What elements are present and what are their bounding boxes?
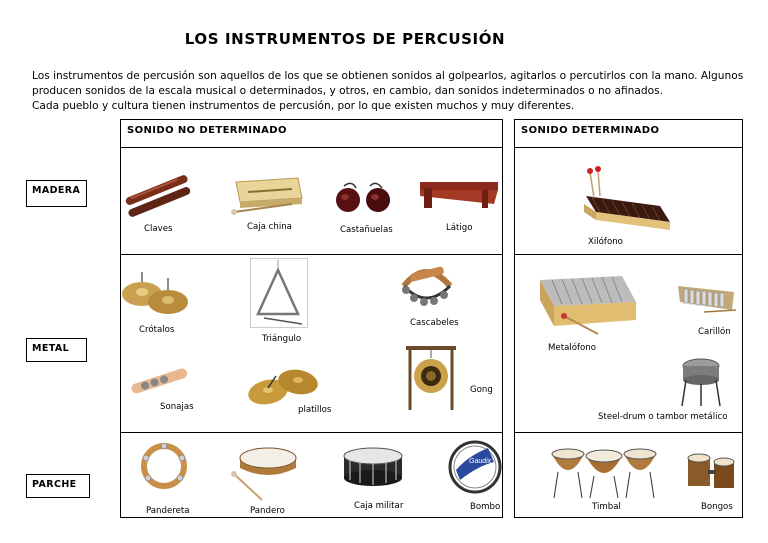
xilofono-image — [576, 166, 676, 238]
gong-label: Gong — [470, 385, 493, 395]
timbal-label: Timbal — [592, 502, 621, 512]
divider — [120, 254, 503, 255]
steel-drum-image — [680, 356, 722, 408]
steel-drum-label: Steel-drum o tambor metálico — [598, 412, 728, 422]
sonajas-image — [128, 362, 190, 398]
metalofono-label: Metalófono — [548, 343, 596, 353]
divider — [514, 254, 743, 255]
divider — [514, 432, 743, 433]
row-label-metal: METAL — [26, 338, 87, 362]
intro-line-2: producen sonidos de la escala musical o determinados, y otros, en cambio, dan sonidos indeterminados o no afinados. — [32, 85, 663, 97]
castanuelas-image — [330, 178, 396, 216]
divider — [514, 147, 743, 148]
carillon-image — [674, 280, 740, 318]
bongos-image — [684, 452, 738, 494]
caja-china-label: Caja china — [247, 222, 292, 232]
divider — [120, 432, 503, 433]
xilofono-label: Xilófono — [588, 237, 623, 247]
gong-image — [404, 344, 458, 412]
intro-line-1: Los instrumentos de percusión son aquellos de los que se obtienen sonidos al golpearlos, agitarlos o percutirlos con la mano. Algunos — [32, 70, 744, 82]
claves-label: Claves — [144, 224, 173, 234]
platillos-image — [246, 364, 320, 408]
platillos-label: platillos — [298, 405, 332, 415]
caja-china-image — [228, 174, 308, 216]
row-label-skin: PARCHE — [26, 474, 90, 498]
pandereta-label: Pandereta — [146, 506, 190, 516]
caja-militar-image — [340, 446, 406, 488]
sonajas-label: Sonajas — [160, 402, 194, 412]
crotalos-image — [120, 268, 192, 320]
divider — [120, 147, 503, 148]
triangulo-image — [250, 258, 308, 328]
bombo-image — [448, 440, 502, 494]
page-title: LOS INSTRUMENTOS DE PERCUSIÓN — [184, 30, 506, 48]
crotalos-label: Crótalos — [139, 325, 175, 335]
bombo-logo: Gaudix — [469, 458, 492, 465]
metalofono-image — [536, 268, 640, 338]
timbal-image — [548, 446, 660, 500]
pandero-image — [228, 444, 300, 504]
intro-line-3: Cada pueblo y cultura tienen instrumentos de percusión, por lo que existen muchos y muy diferentes. — [32, 100, 575, 112]
header-undetermined: SONIDO NO DETERMINADO — [127, 125, 287, 136]
triangulo-label: Triángulo — [262, 334, 302, 344]
cascabeles-label: Cascabeles — [410, 318, 459, 328]
pandero-label: Pandero — [250, 506, 285, 516]
pandereta-image — [140, 442, 188, 500]
cascabeles-image — [398, 262, 456, 312]
latigo-image — [418, 178, 502, 212]
caja-militar-label: Caja militar — [354, 501, 404, 511]
castanuelas-label: Castañuelas — [340, 225, 393, 235]
header-determined: SONIDO DETERMINADO — [521, 125, 660, 136]
carillon-label: Carillón — [698, 327, 731, 337]
latigo-label: Látigo — [446, 223, 473, 233]
bongos-label: Bongos — [701, 502, 733, 512]
row-label-wood: MADERA — [26, 180, 87, 207]
claves-image — [122, 176, 194, 216]
bombo-label: Bombo — [470, 502, 501, 512]
